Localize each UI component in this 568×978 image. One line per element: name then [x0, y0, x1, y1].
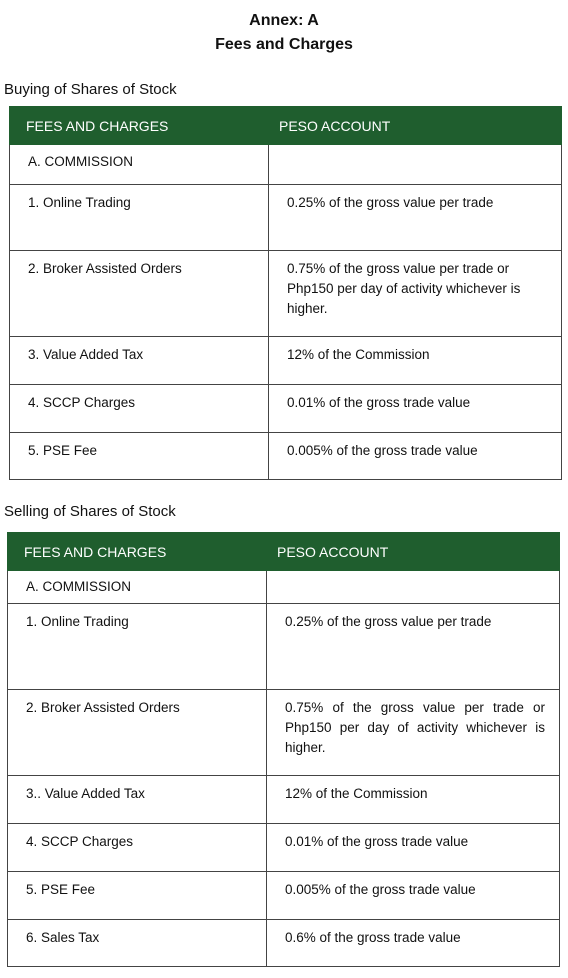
row-value: 0.01% of the gross trade value — [267, 824, 560, 872]
row-value: 0.01% of the gross trade value — [269, 385, 562, 433]
row-item: A. COMMISSION — [10, 145, 269, 185]
table-row — [8, 872, 560, 920]
table-row — [8, 604, 560, 690]
table-row — [10, 385, 562, 433]
table-row — [8, 690, 560, 776]
row-item: 4. SCCP Charges — [8, 824, 267, 872]
selling-fees-table — [7, 532, 560, 967]
row-item: 2. Broker Assisted Orders — [8, 690, 267, 776]
table-row — [10, 433, 562, 480]
column-header-fees: FEES AND CHARGES — [8, 533, 267, 571]
row-value: 0.005% of the gross trade value — [269, 433, 562, 480]
table-row — [8, 776, 560, 824]
row-value: 0.75% of the gross value per trade or Php150 per day of activity whichever is higher. — [269, 251, 562, 337]
row-value: 0.25% of the gross value per trade — [267, 604, 560, 690]
table-row — [10, 185, 562, 251]
table-header-row — [10, 107, 562, 145]
row-item: A. COMMISSION — [8, 571, 267, 604]
row-item: 5. PSE Fee — [10, 433, 269, 480]
row-item: 2. Broker Assisted Orders — [10, 251, 269, 337]
table-row — [8, 824, 560, 872]
column-header-peso-account: PESO ACCOUNT — [267, 533, 560, 571]
table-row — [10, 145, 562, 185]
row-item: 5. PSE Fee — [8, 872, 267, 920]
row-value — [267, 571, 560, 604]
buying-section-label: Buying of Shares of Stock — [4, 81, 177, 98]
column-header-peso-account: PESO ACCOUNT — [269, 107, 562, 145]
row-value: 12% of the Commission — [269, 337, 562, 385]
row-value — [269, 145, 562, 185]
buying-fees-table — [9, 106, 562, 480]
row-item: 3.. Value Added Tax — [8, 776, 267, 824]
row-item: 3. Value Added Tax — [10, 337, 269, 385]
table-header-row — [8, 533, 560, 571]
table-row — [8, 920, 560, 967]
table-row — [10, 251, 562, 337]
document-title: Fees and Charges — [215, 36, 353, 53]
table-row — [10, 337, 562, 385]
row-value: 0.75% of the gross value per trade or Php150 per day of activity whichever is higher. — [267, 690, 560, 776]
selling-section-label: Selling of Shares of Stock — [4, 503, 176, 520]
column-header-fees: FEES AND CHARGES — [10, 107, 269, 145]
row-value: 0.25% of the gross value per trade — [269, 185, 562, 251]
row-value: 0.005% of the gross trade value — [267, 872, 560, 920]
row-value: 12% of the Commission — [267, 776, 560, 824]
row-item: 1. Online Trading — [8, 604, 267, 690]
row-value: 0.6% of the gross trade value — [267, 920, 560, 967]
annex-title: Annex: A — [249, 12, 319, 29]
row-item: 1. Online Trading — [10, 185, 269, 251]
row-item: 6. Sales Tax — [8, 920, 267, 967]
table-row — [8, 571, 560, 604]
row-item: 4. SCCP Charges — [10, 385, 269, 433]
